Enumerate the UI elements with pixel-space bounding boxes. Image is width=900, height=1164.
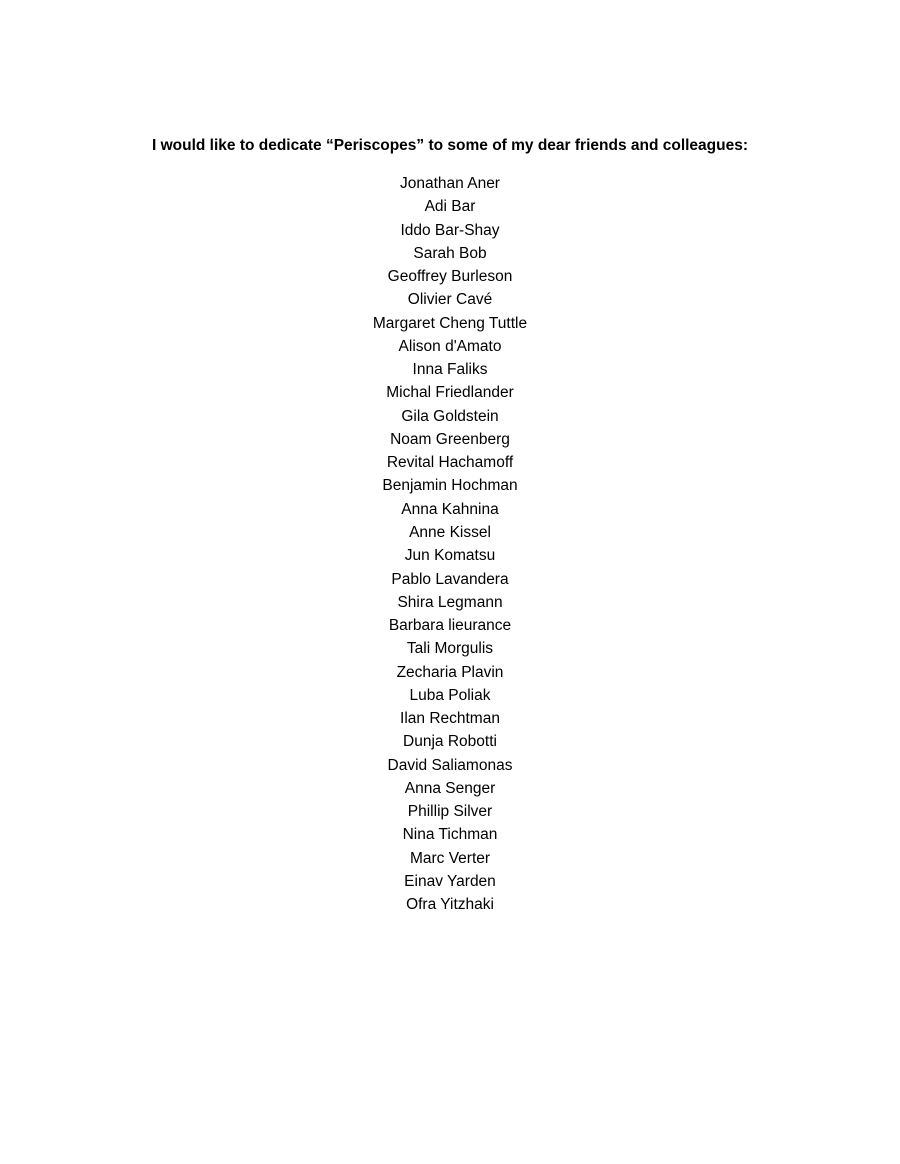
list-item: Gila Goldstein [401,407,499,425]
list-item: Marc Verter [409,849,491,867]
list-item: Phillip Silver [407,803,493,821]
list-item: Anne Kissel [409,523,491,541]
list-item: Nina Tichman [402,826,498,844]
list-item: Inna Faliks [412,361,488,379]
list-item: Sarah Bob [413,244,487,262]
list-item: Revital Hachamoff [386,454,514,472]
list-item: Alison d'Amato [398,337,502,355]
dedication-name-list [0,172,900,917]
list-item: Shira Legmann [397,593,503,611]
list-item: David Saliamonas [387,756,513,774]
list-item: Anna Senger [404,779,496,797]
list-item: Margaret Cheng Tuttle [372,314,528,332]
list-item: Jonathan Aner [400,175,500,192]
list-item: Luba Poliak [409,686,491,704]
dedication-heading: I would like to dedicate “Periscopes” to some of my dear friends and colleagues: [151,137,749,154]
list-item: Olivier Cavé [407,291,493,309]
list-item: Dunja Robotti [403,733,497,751]
list-item: Anna Kahnina [401,500,499,518]
list-item: Benjamin Hochman [382,477,518,495]
list-item: Noam Greenberg [390,430,510,448]
list-item: Ilan Rechtman [400,710,500,728]
list-item: Iddo Bar-Shay [400,221,500,239]
list-item: Jun Komatsu [404,547,496,565]
list-item: Adi Bar [424,198,476,216]
list-item: Barbara lieurance [388,617,512,635]
list-item: Michal Friedlander [386,384,514,402]
list-item: Zecharia Plavin [396,663,504,681]
list-item: Tali Morgulis [406,640,494,658]
list-item: Ofra Yitzhaki [406,896,494,914]
list-item: Einav Yarden [404,872,496,890]
list-item: Pablo Lavandera [391,570,509,588]
list-item: Geoffrey Burleson [387,268,513,286]
